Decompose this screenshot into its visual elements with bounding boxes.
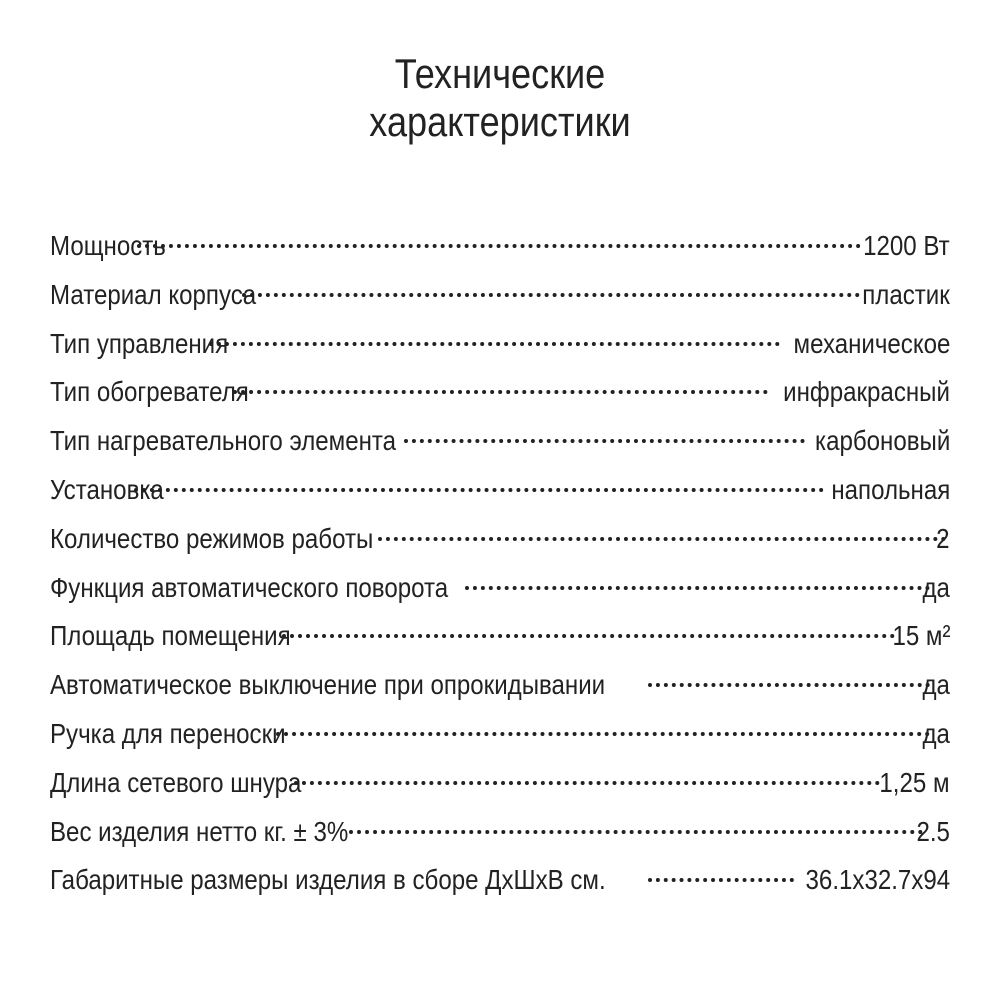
dot-leader [137, 244, 862, 248]
title-line-2: характеристики [369, 98, 631, 145]
spec-value: да [922, 717, 950, 749]
page-title [70, 50, 930, 146]
spec-value: 2 [936, 522, 950, 554]
dot-leader [233, 390, 768, 394]
dot-leader [282, 634, 895, 638]
dot-leader [294, 781, 880, 785]
spec-label: Габаритные размеры изделия в сборе ДхШхВ см. [50, 864, 606, 896]
spec-value: да [922, 571, 950, 603]
spec-row-heating-element [50, 417, 950, 466]
spec-label: Площадь помещения [50, 620, 291, 652]
spec-label: Автоматическое выключение при опрокидывании [50, 669, 606, 701]
spec-label: Тип нагревательного элемента [50, 425, 397, 457]
spec-row-modes [50, 515, 950, 564]
dot-leader [648, 878, 794, 882]
title-line-1: Технические [394, 50, 606, 97]
dot-leader [349, 830, 923, 834]
spec-value: механическое [793, 327, 950, 359]
spec-label: Мощность [50, 230, 166, 261]
dot-leader [134, 488, 823, 492]
spec-value: пластик [862, 278, 950, 310]
spec-value: 2.5 [916, 815, 950, 847]
dot-leader [209, 342, 779, 346]
spec-value: карбоновый [814, 425, 950, 457]
dot-leader [242, 293, 860, 297]
dot-leader [378, 537, 947, 541]
spec-label: Количество режимов работы [50, 522, 374, 554]
spec-row-auto-rotation [50, 564, 950, 613]
dot-leader [465, 586, 930, 590]
spec-row-body-material [50, 271, 950, 320]
spec-row-tip-over-shutoff [50, 661, 950, 710]
spec-label: Установка [50, 473, 164, 505]
spec-row-heater-type [50, 368, 950, 417]
spec-row-cord-length [50, 759, 950, 808]
spec-label: Тип обогревателя [50, 376, 249, 408]
spec-label: Вес изделия нетто кг. ± 3% [50, 815, 349, 847]
spec-label: Материал корпуса [50, 278, 257, 310]
spec-value: 15 м² [891, 620, 950, 652]
spec-label: Функция автоматического поворота [50, 571, 449, 603]
spec-row-carry-handle [50, 710, 950, 759]
spec-label: Тип управления [50, 327, 229, 359]
dot-leader [276, 732, 930, 736]
spec-value: инфракрасный [783, 376, 950, 408]
spec-list [50, 222, 950, 905]
dot-leader [648, 683, 931, 687]
spec-value: 1200 Вт [863, 230, 950, 261]
spec-row-control-type [50, 320, 950, 369]
spec-value: да [922, 669, 950, 701]
spec-value: напольная [831, 473, 950, 505]
spec-row-dimensions [50, 856, 950, 905]
dot-leader [404, 439, 804, 443]
spec-row-net-weight [50, 808, 950, 857]
spec-value: 36.1x32.7x94 [805, 864, 950, 896]
spec-row-installation [50, 466, 950, 515]
spec-row-power [50, 222, 950, 271]
spec-value: 1,25 м [879, 766, 950, 798]
spec-label: Длина сетевого шнура [50, 766, 302, 798]
spec-row-room-area [50, 612, 950, 661]
spec-label: Ручка для переноски [50, 717, 286, 749]
